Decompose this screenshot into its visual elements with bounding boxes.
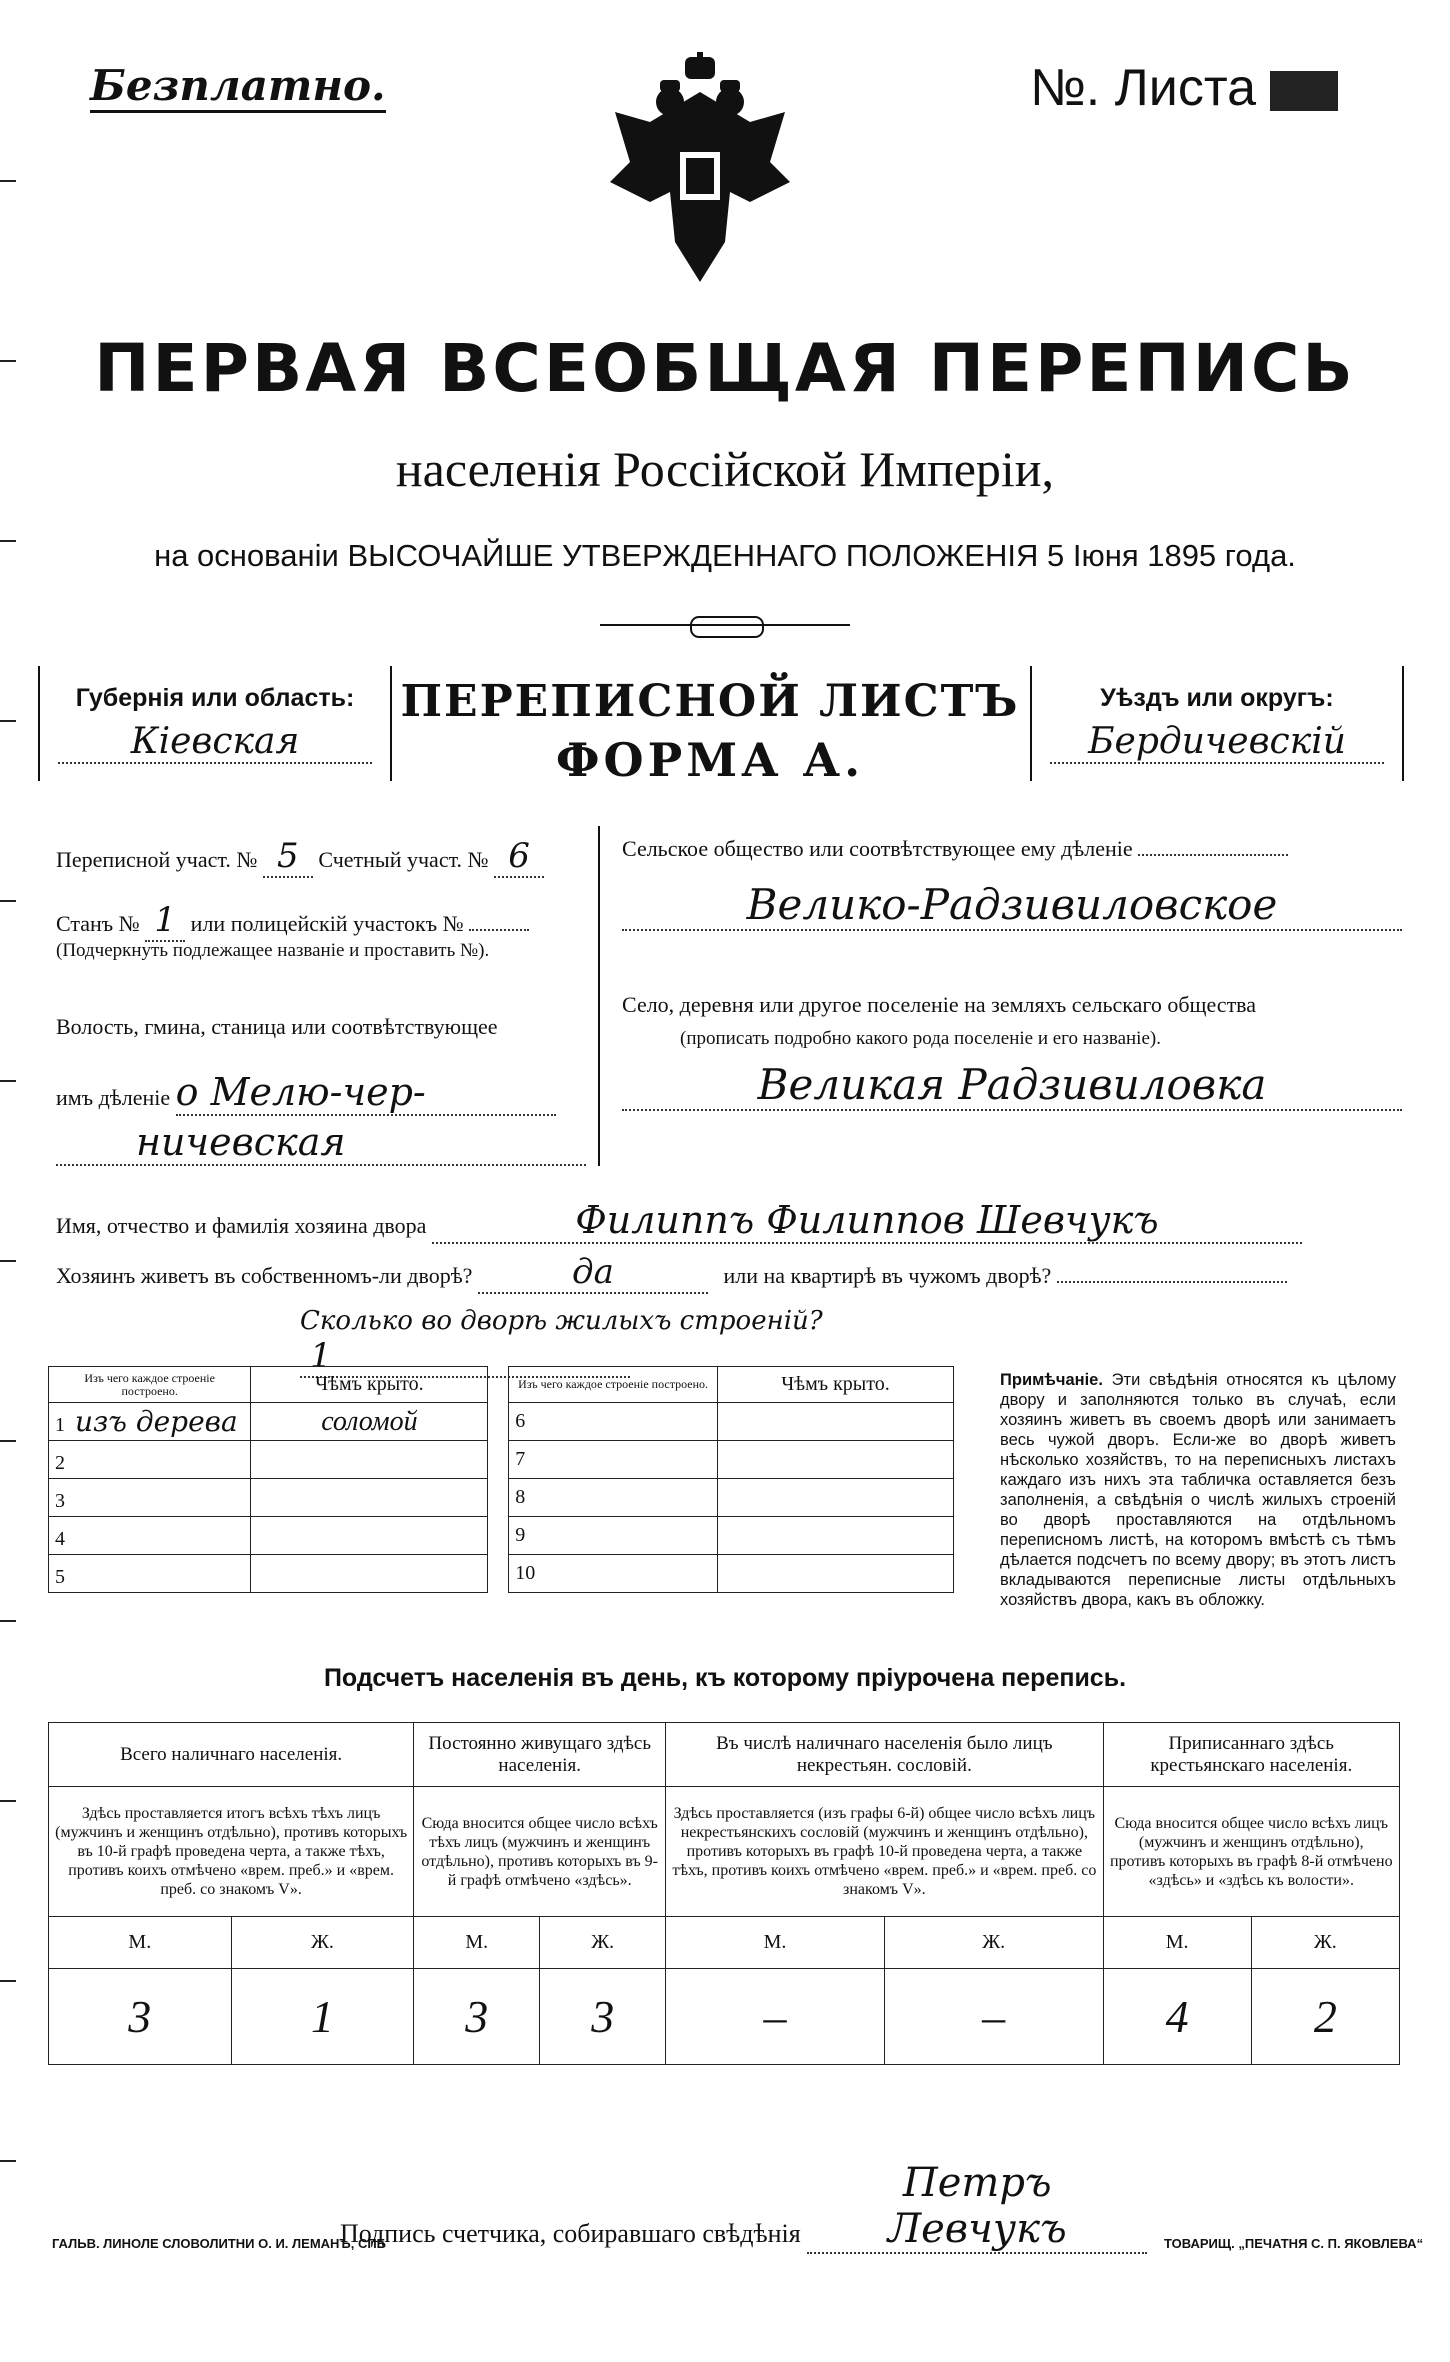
sheet-number — [1030, 58, 1338, 118]
building-roof-value — [717, 1441, 953, 1479]
row-number: 8 — [515, 1486, 526, 1508]
population-values-row — [49, 1969, 1400, 2065]
male-label: М. — [49, 1917, 232, 1969]
table-gap — [488, 1479, 509, 1517]
table-gap — [488, 1403, 509, 1441]
schetny-value: 6 — [494, 836, 544, 878]
ornament-center — [690, 616, 764, 638]
building-roof-value — [717, 1403, 953, 1441]
row-number: 9 — [515, 1524, 526, 1546]
population-column-title: Постоянно живущаго здѣсь населенія. — [414, 1723, 666, 1787]
signature-row — [340, 2160, 1240, 2254]
own-yard-value: да — [478, 1252, 708, 1294]
building-roof-value — [251, 1479, 488, 1517]
remark — [1000, 1370, 1396, 1610]
stan-label: Станъ № — [56, 911, 140, 936]
female-count: 2 — [1251, 1969, 1399, 2065]
population-column-desc: Здѣсь проставляется итогъ всѣхъ тѣхъ лицъ (мужчинъ и женщинъ отдѣльно), противъ которыхъ въ 10-й графѣ проведена черта, а также тѣхъ, противъ коихъ отмѣчено «врем. преб.» и «врем. преб. со знакомъ V». — [49, 1787, 414, 1917]
own-yard-label: Хозяинъ живетъ въ собственномъ-ли дворѣ? — [56, 1263, 473, 1288]
row-number: 7 — [515, 1448, 526, 1470]
form-name: ФОРМА А. — [555, 733, 865, 787]
buildings-table-row — [49, 1479, 954, 1517]
division-label: имъ дѣленіе — [56, 1085, 171, 1110]
table-gap — [488, 1517, 509, 1555]
population-column-title: Всего наличнаго населенія. — [49, 1723, 414, 1787]
building-material-cell — [509, 1441, 718, 1479]
col-material-right: Изъ чего каждое строеніе построено. — [509, 1367, 718, 1403]
building-roof-value — [717, 1479, 953, 1517]
col-roof-right: Чѣмъ крыто. — [717, 1367, 953, 1403]
form-title: ПЕРЕПИСНОЙ ЛИСТЪ — [400, 676, 1020, 727]
remark-label: Примѣчаніе. — [1000, 1371, 1103, 1389]
population-column-desc: Здѣсь проставляется (изъ графы 6-й) общее число всѣхъ лицъ некрестьянскихъ сословій (мужчинъ и женщинъ отдѣльно), противъ которыхъ въ графѣ 10-й проведена черта, а также тѣхъ, противъ коихъ отмѣчено «врем. преб.» и «врем. преб. со знакомъ V». — [666, 1787, 1103, 1917]
female-label: Ж. — [1251, 1917, 1399, 1969]
population-descs-row — [49, 1787, 1400, 1917]
population-column-desc: Сюда вносится общее число всѣхъ лицъ (мужчинъ и женщинъ отдѣльно), противъ которыхъ въ графѣ 8-й отмѣчено «здѣсь» и «здѣсь къ волости». — [1103, 1787, 1400, 1917]
buildings-label: Сколько во дворѣ жилыхъ строеній? — [300, 1306, 823, 1336]
stan-value: 1 — [145, 900, 185, 942]
buildings-table-body — [49, 1403, 954, 1593]
male-count: – — [666, 1969, 885, 2065]
footer-left: ГАЛЬВ. ЛИНОЛЕ СЛОВОЛИТНИ О. И. ЛЕМАНЪ, СПБ — [52, 2236, 387, 2251]
free-label: Безплатно. — [90, 62, 386, 113]
uezd-value: Бердичевскій — [1050, 721, 1384, 764]
female-label: Ж. — [540, 1917, 666, 1969]
buildings-value: 1 — [300, 1336, 630, 1378]
buildings-table-row — [49, 1555, 954, 1593]
signature-value: Петръ Левчукъ — [807, 2160, 1147, 2254]
population-heading: Подсчетъ населенія въ день, къ которому пріурочена перепись. — [323, 1664, 1127, 1692]
building-material-cell — [49, 1517, 251, 1555]
stan-note: (Подчеркнуть подлежащее названіе и проставить №). — [56, 940, 490, 961]
table-gap — [488, 1441, 509, 1479]
female-label: Ж. — [884, 1917, 1103, 1969]
footer-right: ТОВАРИЩ. „ПЕЧАТНЯ С. П. ЯКОВЛЕВА“ — [1164, 2236, 1424, 2251]
building-material-cell — [49, 1479, 251, 1517]
census-title: ПЕРВАЯ ВСЕОБЩАЯ ПЕРЕПИСЬ — [94, 330, 1356, 407]
uezd-box — [1030, 666, 1404, 781]
uezd-label: Уѣздъ или округъ: — [1100, 684, 1334, 712]
table-gap — [488, 1555, 509, 1593]
owner-name-label: Имя, отчество и фамилія хозяина двора — [56, 1213, 427, 1238]
buildings-table — [48, 1366, 954, 1593]
society-value: Велико-Радзивиловское — [622, 880, 1402, 931]
apartment-value — [1057, 1281, 1287, 1283]
census-basis: на основаніи ВЫСОЧАЙШЕ УТВЕРЖДЕННАГО ПОЛОЖЕНІЯ 5 Іюня 1895 года. — [154, 538, 1296, 573]
building-material-cell — [509, 1555, 718, 1593]
building-material-cell — [509, 1403, 718, 1441]
row-number: 1 — [55, 1414, 65, 1436]
division-row — [56, 1070, 586, 1116]
female-count: 3 — [540, 1969, 666, 2065]
building-material-cell — [49, 1555, 251, 1593]
male-label: М. — [1103, 1917, 1251, 1969]
building-material-cell — [509, 1479, 718, 1517]
stan-row — [56, 900, 586, 942]
buildings-table-row — [49, 1441, 954, 1479]
volost-value-1: о Мелю-чер- — [176, 1070, 556, 1116]
sheet-number-label: №. Листа — [1030, 59, 1257, 117]
uchastok-row — [56, 836, 586, 878]
owner-row — [56, 1198, 1396, 1244]
row-number: 5 — [55, 1566, 65, 1588]
society-label: Сельское общество или соотвѣтствующее ему дѣленіе — [622, 836, 1133, 861]
building-material-value: изъ дерева — [75, 1405, 238, 1438]
row-number: 2 — [55, 1452, 65, 1474]
row-number: 10 — [515, 1562, 536, 1584]
gubernia-value: Кіевская — [58, 721, 372, 764]
society-dots — [1138, 854, 1288, 856]
building-material-cell — [509, 1517, 718, 1555]
signature-label: Подпись счетчика, собиравшаго свѣдѣнія — [340, 2219, 801, 2248]
police-value — [469, 929, 529, 931]
building-roof-value — [717, 1517, 953, 1555]
buildings-table-row — [49, 1403, 954, 1441]
village-value: Великая Радзивиловка — [622, 1060, 1402, 1111]
building-material-cell — [49, 1403, 251, 1441]
table-gap — [488, 1367, 509, 1403]
female-label: Ж. — [231, 1917, 414, 1969]
coat-of-arms-emblem — [600, 52, 800, 292]
uchastok-value: 5 — [263, 836, 313, 878]
population-titles-row — [49, 1723, 1400, 1787]
population-column-title: Въ числѣ наличнаго населенія было лицъ некрестьян. сословій. — [666, 1723, 1103, 1787]
population-column-title: Приписаннаго здѣсь крестьянскаго населенія. — [1103, 1723, 1400, 1787]
volost-value-2: ничевская — [56, 1120, 586, 1166]
own-yard-row — [56, 1252, 1396, 1294]
building-roof-value — [251, 1441, 488, 1479]
male-label: М. — [414, 1917, 540, 1969]
building-roof-value — [717, 1555, 953, 1593]
male-label: М. — [666, 1917, 885, 1969]
building-roof-value — [251, 1517, 488, 1555]
row-number: 6 — [515, 1410, 526, 1432]
village-label: Село, деревня или другое поселеніе на земляхъ сельскаго общества — [622, 992, 1257, 1017]
form-title-block — [400, 666, 1020, 787]
fields-divider — [598, 826, 600, 1166]
gubernia-label: Губернія или область: — [75, 684, 355, 712]
gubernia-box — [38, 666, 392, 781]
census-subtitle: населенія Россійской Имперіи, — [395, 441, 1055, 497]
population-column-desc: Сюда вносится общее число всѣхъ тѣхъ лицъ (мужчинъ и женщинъ отдѣльно), противъ которыхъ въ 9-й графѣ отмѣчено «здѣсь». — [414, 1787, 666, 1917]
population-table — [48, 1722, 1400, 2065]
row-number: 4 — [55, 1528, 65, 1550]
owner-name-value: Филиппъ Филиппов Шевчукъ — [432, 1198, 1302, 1244]
uchastok-label: Переписной участ. № — [56, 847, 258, 872]
col-roof-left: Чѣмъ крыто. — [251, 1367, 488, 1403]
remark-text: Эти свѣдѣнія относятся къ цѣлому двору и заполняются только въ случаѣ, если хозяинъ живетъ въ своемъ дворѣ или занимаетъ весь чужой дворъ. Если-же во дворѣ живетъ нѣсколько хозяйствъ, то на переписныхъ листахъ каждаго изъ нихъ эта табличка оставляется безъ заполненія, а свѣдѣнія о числѣ жилыхъ строеній во дворѣ проставляются на отдѣльномъ переписномъ листѣ, на которомъ вмѣстѣ съ тѣмъ дѣлается подсчетъ по всему двору; въ этотъ листъ вкладываются переписные листы отдѣльныхъ хозяйствъ двора, какъ въ обложку. — [1000, 1371, 1396, 1609]
row-number: 3 — [55, 1490, 65, 1512]
female-count: – — [884, 1969, 1103, 2065]
female-count: 1 — [231, 1969, 414, 2065]
society-row — [622, 836, 1402, 862]
male-count: 3 — [49, 1969, 232, 2065]
col-material-left: Изъ чего каждое строеніе построено. — [49, 1367, 251, 1403]
male-count: 4 — [1103, 1969, 1251, 2065]
police-label: или полицейскій участокъ № — [190, 911, 464, 936]
buildings-table-row — [49, 1517, 954, 1555]
apartment-label: или на квартирѣ въ чужомъ дворѣ? — [723, 1263, 1052, 1288]
male-count: 3 — [414, 1969, 540, 2065]
village-note: (прописать подробно какого рода поселеніе и его названіе). — [680, 1028, 1161, 1049]
population-gender-row — [49, 1917, 1400, 1969]
building-roof-value — [251, 1555, 488, 1593]
building-roof-value: соломой — [251, 1403, 488, 1441]
schetny-label: Счетный участ. № — [318, 847, 489, 872]
building-material-cell — [49, 1441, 251, 1479]
sheet-number-stamp — [1270, 71, 1338, 111]
volost-label: Волость, гмина, станица или соотвѣтствующее — [56, 1014, 498, 1039]
